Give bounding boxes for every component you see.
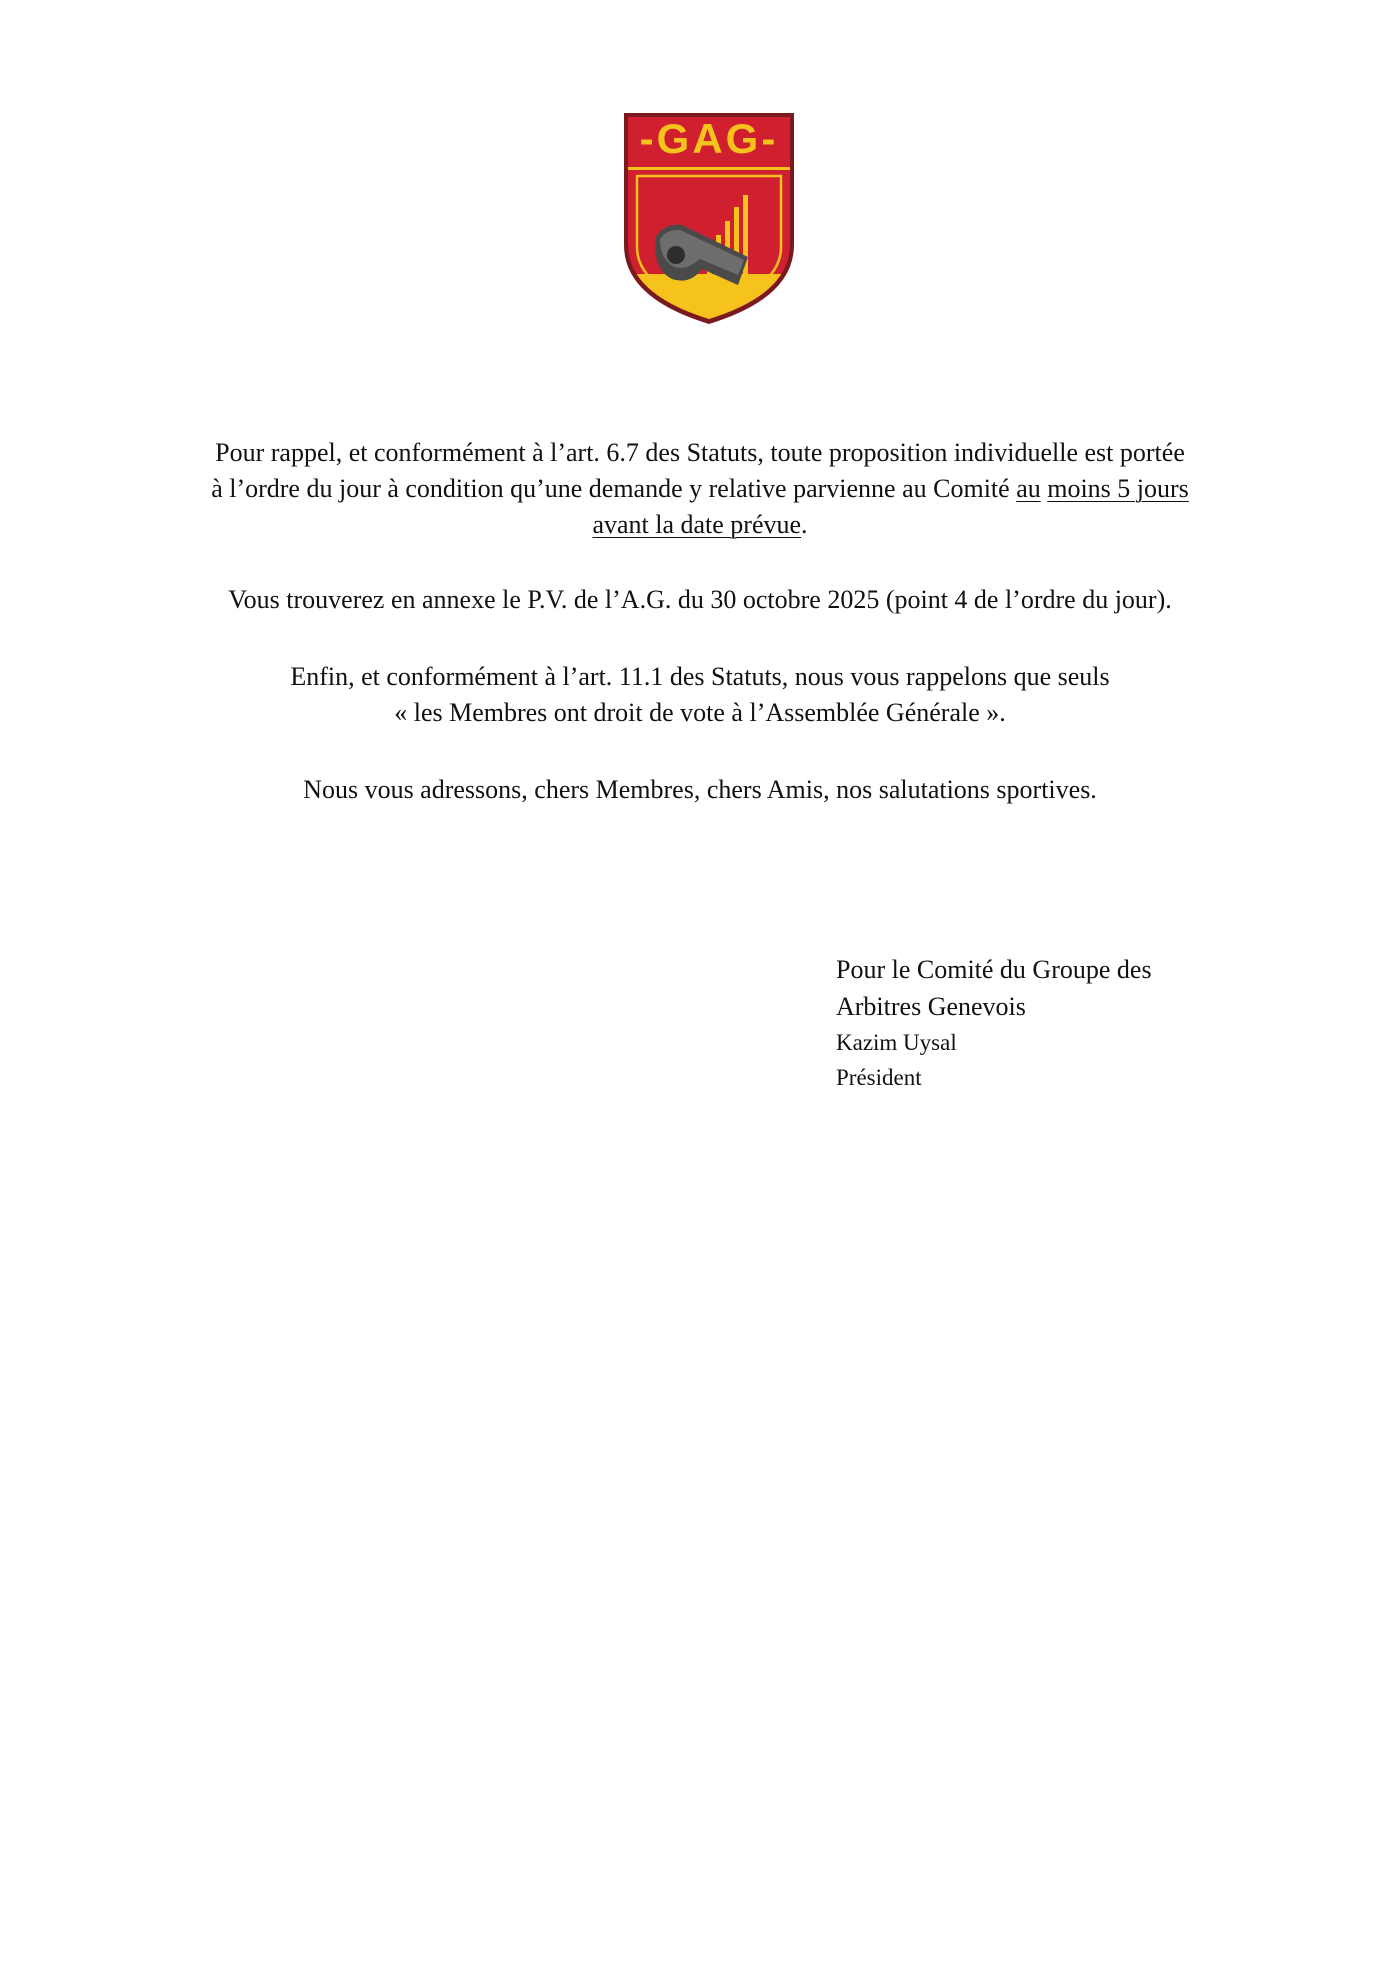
- signatory-title: Président: [836, 1065, 922, 1090]
- paragraph-2-text: Vous trouverez en annexe le P.V. de l’A.G. du 30 octobre 2025 (point 4 de l’ordre du jour).: [228, 585, 1172, 614]
- signature-line-1: Pour le Comité du Groupe des: [836, 955, 1152, 984]
- paragraph-salutations: [150, 772, 1250, 808]
- underlined-au: au: [1016, 474, 1041, 503]
- paragraph-1-line-1: Pour rappel, et conformément à l’art. 6.7 des Statuts, toute proposition individuelle est portée: [215, 438, 1185, 467]
- paragraph-1-line-3: avant la date prévue.: [592, 510, 808, 539]
- paragraph-1-line-2-text: à l’ordre du jour à condition qu’une demande y relative parvienne au Comité: [211, 474, 1017, 503]
- paragraph-4-text: Nous vous adressons, chers Membres, chers Amis, nos salutations sportives.: [303, 775, 1097, 804]
- paragraph-1-line-2: [150, 471, 1250, 507]
- signature-line-2: Arbitres Genevois: [836, 992, 1026, 1021]
- underlined-date-prevue: avant la date prévue: [592, 510, 802, 539]
- underlined-moins-5-jours: moins 5 jours: [1047, 474, 1189, 503]
- svg-text:-GAG-: -GAG-: [639, 115, 779, 162]
- paragraph-proposals: [150, 435, 1250, 543]
- gag-logo: [620, 109, 798, 327]
- paragraph-3-line-2: « les Membres ont droit de vote à l’Assemblée Générale ».: [394, 698, 1006, 727]
- paragraph-3-line-1: Enfin, et conformément à l’art. 11.1 des Statuts, nous vous rappelons que seuls: [290, 662, 1110, 691]
- logo-text: GAG: [656, 115, 762, 162]
- paragraph-voting-rights: [150, 659, 1250, 731]
- signature-block: [836, 951, 1336, 1095]
- signatory-name: Kazim Uysal: [836, 1030, 957, 1055]
- paragraph-annex: [150, 582, 1250, 618]
